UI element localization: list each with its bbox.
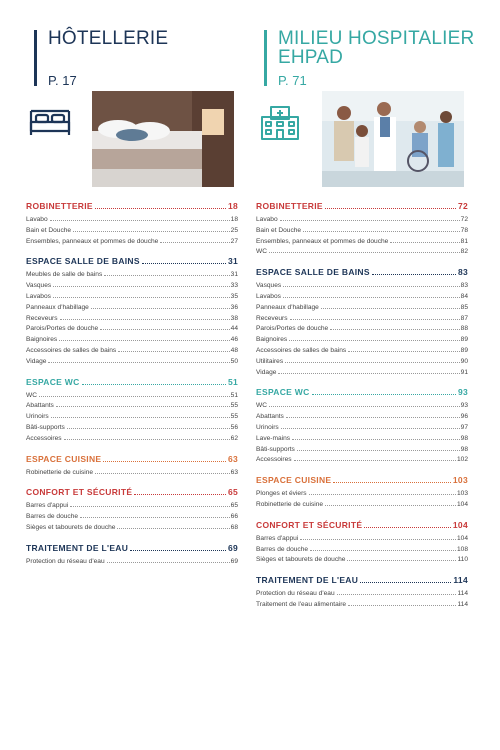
entry-page: 104 <box>456 500 468 508</box>
bed-icon <box>26 105 74 141</box>
leader-dots <box>95 208 226 209</box>
entry-page: 87 <box>460 314 468 322</box>
leader-dots <box>60 319 230 320</box>
toc-section-heading[interactable] <box>26 256 238 268</box>
section-page: 51 <box>227 376 238 387</box>
toc-section-heading[interactable] <box>26 454 238 466</box>
entry-label: Vidage <box>26 357 47 365</box>
hospital-staff-photo <box>322 91 464 187</box>
toc-section <box>26 377 238 446</box>
toc-entry[interactable] <box>256 590 468 601</box>
toc-entry[interactable] <box>256 446 468 457</box>
entry-page: 33 <box>230 282 238 290</box>
entry-page: 114 <box>457 590 468 598</box>
entry-label: Bâti-supports <box>26 423 65 431</box>
hotellerie-hero <box>26 91 238 187</box>
leader-dots <box>107 562 230 563</box>
entry-label: Panneaux d'habillage <box>26 303 89 311</box>
section-title: ROBINETTERIE <box>26 201 93 211</box>
leader-dots <box>130 550 226 551</box>
toc-section-heading[interactable] <box>256 267 468 279</box>
section-title: TRAITEMENT DE L'EAU <box>26 542 129 553</box>
leader-dots <box>390 242 459 243</box>
entry-label: Bain et Douche <box>256 226 302 234</box>
leader-dots <box>103 461 226 462</box>
entry-page: 55 <box>230 402 238 410</box>
entry-label: Receveurs <box>256 314 288 322</box>
toc-section <box>256 267 468 379</box>
leader-dots <box>278 373 459 374</box>
leader-dots <box>289 340 460 341</box>
entry-page: 56 <box>230 423 238 431</box>
hospitalier-header <box>256 28 475 88</box>
entry-label: Accessoires <box>26 434 62 442</box>
toc-entry[interactable] <box>256 358 468 369</box>
entry-page: 93 <box>460 402 468 410</box>
entry-label: Meubles de salle de bains <box>26 271 103 279</box>
entry-label: Bâti-supports <box>256 445 295 453</box>
entry-page: 88 <box>460 325 468 333</box>
entry-page: 89 <box>460 336 468 344</box>
hospitalier-title: MILIEU HOSPITALIER EHPAD <box>278 28 475 68</box>
entry-label: Vidage <box>256 368 277 376</box>
leader-dots <box>309 494 456 495</box>
entry-label: Lave-mains <box>256 434 291 442</box>
hotellerie-header <box>26 29 238 87</box>
toc-entry[interactable] <box>256 546 468 557</box>
toc-entry[interactable] <box>256 216 468 227</box>
section-page: 72 <box>457 201 468 211</box>
leader-dots <box>95 473 230 474</box>
entry-page: 96 <box>460 413 468 421</box>
entry-page: 98 <box>460 434 468 442</box>
toc-entry[interactable] <box>26 502 238 513</box>
toc-entry[interactable] <box>256 248 468 259</box>
toc-section <box>26 487 238 534</box>
section-page: 104 <box>452 519 468 530</box>
entry-label: Bain et Douche <box>26 226 72 234</box>
toc-entry[interactable] <box>256 456 468 467</box>
entry-label: Traitement de l'eau alimentaire <box>256 600 347 608</box>
entry-page: 103 <box>456 490 468 498</box>
entry-label: Barres d'appui <box>26 502 69 510</box>
leader-dots <box>283 286 459 287</box>
toc-entry[interactable] <box>26 325 238 336</box>
leader-dots <box>82 384 226 385</box>
toc-section-heading[interactable] <box>256 520 468 532</box>
entry-page: 69 <box>230 557 238 565</box>
section-page: 63 <box>227 453 238 464</box>
toc-section <box>256 520 468 567</box>
section-page: 103 <box>452 475 468 486</box>
toc-section <box>26 454 238 480</box>
entry-label: Barres de douche <box>26 513 79 521</box>
entry-page: 90 <box>460 357 468 365</box>
leader-dots <box>348 605 456 606</box>
entry-label: Protection du réseau d'eau <box>26 557 105 565</box>
toc-entry[interactable] <box>256 601 468 612</box>
toc-entry[interactable] <box>26 216 238 227</box>
toc-section-heading[interactable] <box>26 543 238 555</box>
entry-page: 66 <box>230 513 238 521</box>
toc-section-heading[interactable] <box>256 475 468 487</box>
leader-dots <box>64 439 230 440</box>
entry-label: Plonges et éviers <box>256 490 307 498</box>
toc-entry[interactable] <box>26 435 238 446</box>
toc-entry[interactable] <box>26 336 238 347</box>
toc-entry[interactable] <box>256 227 468 238</box>
leader-dots <box>325 505 456 506</box>
toc-entry[interactable] <box>256 238 468 249</box>
entry-label: Baignoires <box>256 336 288 344</box>
leader-dots <box>290 319 460 320</box>
entry-label: Robinetterie de cuisine <box>26 468 94 476</box>
entry-label: Urinoirs <box>26 413 49 421</box>
leader-dots <box>73 231 230 232</box>
title-accent-bar <box>264 30 267 86</box>
entry-label: WC <box>256 248 267 256</box>
toc-section <box>26 543 238 569</box>
entry-page: 83 <box>460 282 468 290</box>
leader-dots <box>134 494 226 495</box>
section-title: ESPACE SALLE DE BAINS <box>256 267 370 278</box>
leader-dots <box>330 329 459 330</box>
leader-dots <box>321 308 460 309</box>
toc-entry[interactable] <box>256 435 468 446</box>
entry-label: Abattants <box>26 402 54 410</box>
leader-dots <box>80 517 230 518</box>
leader-dots <box>297 450 460 451</box>
section-page: 31 <box>227 256 238 267</box>
toc-entry[interactable] <box>26 304 238 315</box>
entry-label: Accessoires de salles de bains <box>256 346 347 354</box>
hotellerie-toc <box>26 201 238 569</box>
entry-label: Lavabos <box>26 292 51 300</box>
toc-entry[interactable] <box>256 490 468 501</box>
leader-dots <box>48 362 229 363</box>
entry-label: Barres de douche <box>256 545 309 553</box>
toc-section-heading[interactable] <box>256 575 468 587</box>
leader-dots <box>312 394 456 395</box>
toc-entry[interactable] <box>256 413 468 424</box>
entry-label: Barres d'appui <box>256 534 299 542</box>
toc-entry[interactable] <box>256 315 468 326</box>
entry-page: 25 <box>230 226 238 234</box>
leader-dots <box>303 231 460 232</box>
toc-section <box>26 201 238 248</box>
entry-label: Lavabo <box>26 216 48 223</box>
section-page: 69 <box>227 542 238 553</box>
leader-dots <box>283 297 460 298</box>
entry-label: Vasques <box>26 282 52 290</box>
hotellerie-title: HÔTELLERIE <box>48 28 169 49</box>
leader-dots <box>333 482 451 483</box>
leader-dots <box>325 208 456 209</box>
section-page: 93 <box>457 387 468 398</box>
entry-label: Accessoires de salles de bains <box>26 346 117 354</box>
hospitalier-hero <box>256 91 468 187</box>
entry-label: Vasques <box>256 282 282 290</box>
entry-page: 50 <box>230 357 238 365</box>
entry-page: 89 <box>460 346 468 354</box>
entry-page: 38 <box>230 314 238 322</box>
leader-dots <box>292 439 460 440</box>
entry-page: 48 <box>230 346 238 354</box>
entry-label: Lavabos <box>256 292 281 300</box>
leader-dots <box>364 527 451 528</box>
toc-entry[interactable] <box>256 402 468 413</box>
entry-label: Panneaux d'habillage <box>256 303 319 311</box>
leader-dots <box>285 362 460 363</box>
leader-dots <box>56 406 230 407</box>
section-title: ESPACE CUISINE <box>256 475 332 486</box>
toc-entry[interactable] <box>26 558 238 569</box>
entry-page: 110 <box>457 556 468 564</box>
section-page: 83 <box>457 267 468 278</box>
toc-entry[interactable] <box>256 501 468 512</box>
entry-page: 114 <box>457 600 468 608</box>
entry-page: 31 <box>230 271 238 279</box>
entry-page: 102 <box>456 456 468 464</box>
toc-section-heading[interactable] <box>26 487 238 499</box>
entry-page: 104 <box>456 534 468 542</box>
leader-dots <box>51 417 230 418</box>
toc-entry[interactable] <box>26 469 238 480</box>
toc-entry[interactable] <box>256 293 468 304</box>
section-title: TRAITEMENT DE L'EAU <box>256 575 359 586</box>
leader-dots <box>91 308 230 309</box>
entry-label: Robinetterie de cuisine <box>256 500 324 508</box>
leader-dots <box>59 340 230 341</box>
leader-dots <box>347 560 456 561</box>
toc-entry[interactable] <box>256 304 468 315</box>
leader-dots <box>67 428 230 429</box>
toc-section <box>26 256 238 368</box>
entry-page: 44 <box>230 325 238 333</box>
toc-entry[interactable] <box>26 402 238 413</box>
section-page: 65 <box>227 487 238 498</box>
leader-dots <box>53 286 229 287</box>
leader-dots <box>360 582 451 583</box>
toc-section-heading[interactable] <box>26 201 238 213</box>
entry-label: Lavabo <box>256 216 278 223</box>
leader-dots <box>100 329 229 330</box>
toc-entry[interactable] <box>26 282 238 293</box>
toc-entry[interactable] <box>256 424 468 435</box>
leader-dots <box>281 428 460 429</box>
toc-entry[interactable] <box>256 347 468 358</box>
section-page: 18 <box>227 201 238 211</box>
entry-label: Protection du réseau d'eau <box>256 590 335 598</box>
entry-label: Parois/Portes de douche <box>256 325 329 333</box>
entry-label: Ensembles, panneaux et pommes de douche <box>256 237 389 245</box>
entry-page: 91 <box>460 368 468 376</box>
leader-dots <box>372 274 456 275</box>
toc-section-heading[interactable] <box>26 377 238 389</box>
entry-label: WC <box>26 391 37 399</box>
leader-dots <box>117 528 229 529</box>
entry-label: Urinoirs <box>256 423 279 431</box>
entry-page: 65 <box>230 502 238 510</box>
section-page: 114 <box>453 575 468 586</box>
toc-entry[interactable] <box>26 424 238 435</box>
leader-dots <box>294 460 456 461</box>
entry-label: WC <box>256 402 267 410</box>
toc-section-heading[interactable] <box>256 201 468 213</box>
entry-label: Baignoires <box>26 336 58 344</box>
title-accent-bar <box>34 30 37 86</box>
hotellerie-page-ref: P. 17 <box>48 73 77 88</box>
entry-page: 97 <box>460 423 468 431</box>
toc-entry[interactable] <box>26 315 238 326</box>
leader-dots <box>142 263 226 264</box>
entry-label: Ensembles, panneaux et pommes de douche <box>26 237 159 245</box>
milieu-hospitalier-column <box>256 0 475 620</box>
leader-dots <box>39 396 230 397</box>
entry-page: 55 <box>230 413 238 421</box>
toc-entry[interactable] <box>26 513 238 524</box>
entry-label: Sièges et tabourets de douche <box>26 523 116 531</box>
toc-entry[interactable] <box>256 369 468 380</box>
leader-dots <box>269 252 460 253</box>
entry-page: 81 <box>460 237 468 245</box>
leader-dots <box>160 242 229 243</box>
toc-entry[interactable] <box>26 238 238 249</box>
entry-label: Abattants <box>256 413 284 421</box>
entry-page: 46 <box>230 336 238 344</box>
toc-section-heading[interactable] <box>256 387 468 399</box>
toc-entry[interactable] <box>26 413 238 424</box>
entry-page: 85 <box>460 303 468 311</box>
entry-page: 51 <box>230 391 238 399</box>
leader-dots <box>337 594 457 595</box>
leader-dots <box>286 417 460 418</box>
section-title: ESPACE WC <box>26 376 80 387</box>
entry-page: 36 <box>230 303 238 311</box>
entry-page: 35 <box>230 292 238 300</box>
section-title: CONFORT ET SÉCURITÉ <box>26 487 133 498</box>
entry-page: 63 <box>230 468 238 476</box>
entry-page: 82 <box>460 248 468 256</box>
entry-label: Sièges et tabourets de douche <box>256 556 346 564</box>
toc-section <box>256 387 468 467</box>
leader-dots <box>348 351 459 352</box>
toc-entry[interactable] <box>256 336 468 347</box>
leader-dots <box>310 550 456 551</box>
toc-section <box>256 575 468 612</box>
toc-entry[interactable] <box>26 227 238 238</box>
hospital-icon <box>256 105 304 141</box>
hotel-room-photo <box>92 91 234 187</box>
leader-dots <box>118 351 229 352</box>
toc-entry[interactable] <box>26 358 238 369</box>
hospitalier-toc <box>256 201 468 612</box>
entry-page: 68 <box>230 523 238 531</box>
toc-entry[interactable] <box>256 535 468 546</box>
leader-dots <box>300 539 456 540</box>
entry-page: 108 <box>456 545 468 553</box>
hospitalier-page-ref: P. 71 <box>278 73 307 88</box>
section-title: ESPACE CUISINE <box>26 453 102 464</box>
toc-entry[interactable] <box>256 325 468 336</box>
leader-dots <box>280 220 460 221</box>
entry-label: Receveurs <box>26 314 58 322</box>
entry-page: 62 <box>230 434 238 442</box>
section-title: ESPACE WC <box>256 387 310 398</box>
toc-entry[interactable] <box>26 347 238 358</box>
section-title: ROBINETTERIE <box>256 201 323 211</box>
entry-label: Parois/Portes de douche <box>26 325 99 333</box>
entry-page: 78 <box>460 226 468 234</box>
leader-dots <box>50 220 230 221</box>
section-title: CONFORT ET SÉCURITÉ <box>256 519 363 530</box>
entry-page: 98 <box>460 445 468 453</box>
toc-entry[interactable] <box>26 271 238 282</box>
toc-section <box>256 201 468 259</box>
toc-entry[interactable] <box>256 282 468 293</box>
leader-dots <box>70 506 229 507</box>
entry-page: 27 <box>230 237 238 245</box>
hotellerie-column <box>26 0 238 577</box>
leader-dots <box>53 297 230 298</box>
section-title: ESPACE SALLE DE BAINS <box>26 256 140 267</box>
entry-page: 72 <box>460 216 468 223</box>
toc-entry[interactable] <box>26 293 238 304</box>
leader-dots <box>104 275 229 276</box>
toc-entry[interactable] <box>26 524 238 535</box>
toc-entry[interactable] <box>26 392 238 403</box>
leader-dots <box>269 406 460 407</box>
entry-label: Utilitaires <box>256 357 284 365</box>
toc-entry[interactable] <box>256 556 468 567</box>
entry-page: 18 <box>230 216 238 223</box>
entry-label: Accessoires <box>256 456 292 464</box>
entry-page: 84 <box>460 292 468 300</box>
toc-section <box>256 475 468 512</box>
